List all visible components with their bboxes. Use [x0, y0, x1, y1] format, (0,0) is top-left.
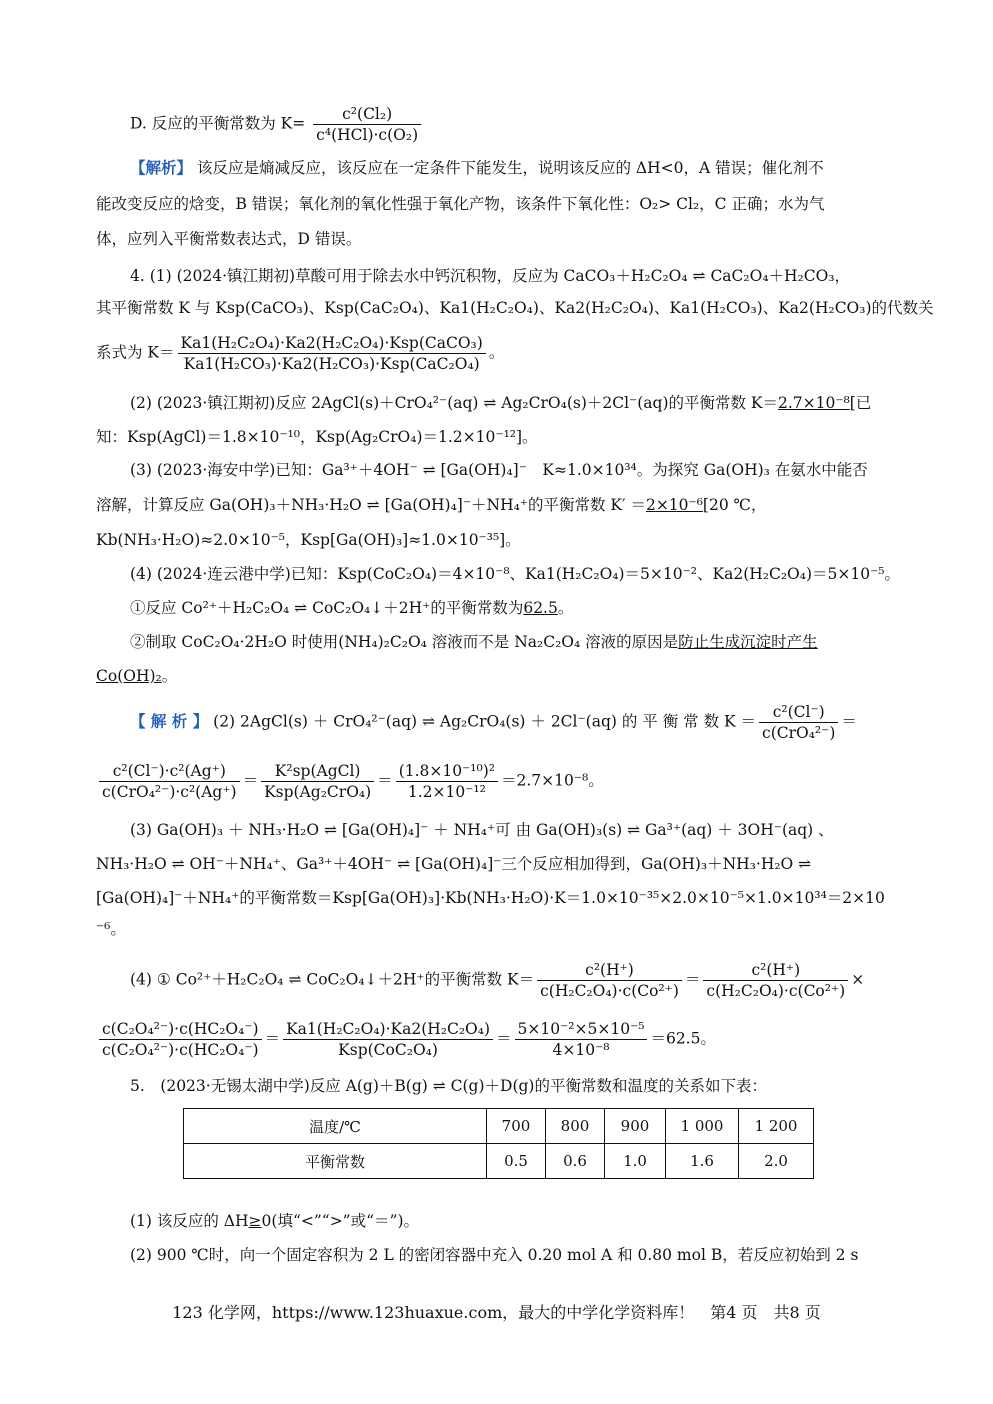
q4-line-1: 4. (1) (2024·镇江期初)草酸可用于除去水中钙沉积物，反应为 CaCO₃＋H₂C₂O₄ ⇌ CaC₂O₄＋H₂CO₃， — [130, 267, 851, 285]
q4-4-line-1: (4) (2024·连云港中学)已知：Ksp(CoC₂O₄)＝4×10⁻⁸、Ka1(H₂C₂O₄)＝5×10⁻²、Ka2(H₂C₂O₄)＝5×10⁻⁵。 — [130, 565, 900, 583]
option-d-fraction — [313, 104, 421, 145]
table-row — [184, 1144, 814, 1179]
table-cell: 1.6 — [666, 1144, 739, 1179]
q4-3-line-2: 溶解，计算反应 Ga(OH)₃＋NH₃·H₂O ⇌ [Ga(OH)₄]⁻＋NH₄⁺的平衡常数 K′ ＝2×10⁻⁶[20 ℃， — [96, 496, 767, 514]
answer-blank: ≥ — [248, 1212, 262, 1230]
analysis-3-line-4: ⁻⁶。 — [96, 920, 126, 938]
table-cell: 0.6 — [546, 1144, 605, 1179]
q4-line-3: 系式为 K＝ $\frac{\text{Ka1(H₂C₂O₄)·Ka2(H₂C₂O₄)·Ksp(CaCO₃)}}{\text{Ka1(H₂CO₃)·Ka2(H₂CO₃)·Ksp(CaC₂O₄)}}$ 。 — [96, 334, 505, 373]
q4-3-line-3: Kb(NH₃·H₂O)≈2.0×10⁻⁵，Ksp[Ga(OH)₃]≈1.0×10⁻³⁵]。 — [96, 531, 521, 549]
table-row — [184, 1109, 814, 1144]
answer-blank: 2.7×10⁻⁸ — [778, 394, 850, 412]
analysis-tag: 【 解 析 】 — [130, 711, 209, 731]
q4-4-line-3: ②制取 CoC₂O₄·2H₂O 时使用(NH₄)₂C₂O₄ 溶液而不是 Na₂C₂O₄ 溶液的原因是防止生成沉淀时产生 — [130, 633, 818, 651]
option-d-text: D. 反应的平衡常数为 K= — [130, 114, 306, 133]
fraction-denominator: c⁴(HCl)·c(O₂) — [316, 126, 419, 144]
q4-line-2: 其平衡常数 K 与 Ksp(CaCO₃)、Ksp(CaC₂O₄)、Ka1(H₂C₂O₄)、Ka2(H₂C₂O₄)、Ka1(H₂CO₃)、Ka2(H₂CO₃)的代数关 — [96, 299, 934, 317]
table-cell: 1.0 — [605, 1144, 666, 1179]
answer-blank: 62.5 — [523, 599, 558, 617]
analysis-1-line-2: 能改变反应的焓变，B 错误；氧化剂的氧化性强于氧化产物，该条件下氧化性：O₂> Cl₂，C 正确；水为气 — [96, 195, 825, 213]
table-cell: 700 — [487, 1109, 546, 1144]
table-cell: 800 — [546, 1109, 605, 1144]
analysis-tag: 【解析】 — [130, 158, 193, 177]
answer-blank: 2×10⁻⁶ — [645, 496, 703, 514]
ksp-fraction: $\frac{\text{Ka1(H₂C₂O₄)·Ka2(H₂C₂O₄)·Ksp(CaCO₃)}}{\text{Ka1(H₂CO₃)·Ka2(H₂CO₃)·Ksp(CaC₂O₄)}}$ — [178, 333, 486, 374]
q4-2-line-1: (2) (2023·镇江期初)反应 2AgCl(s)＋CrO₄²⁻(aq) ⇌ Ag₂CrO₄(s)＋2Cl⁻(aq)的平衡常数 K＝2.7×10⁻⁸[已 — [130, 394, 872, 412]
q4-3-line-1: (3) (2023·海安中学)已知：Ga³⁺＋4OH⁻ ⇌ [Ga(OH)₄]⁻ K≈1.0×10³⁴。为探究 Ga(OH)₃ 在氨水中能否 — [130, 461, 868, 479]
analysis-2-line-1: 【 解 析 】 (2) 2AgCl(s) ＋ CrO₄²⁻(aq) ⇌ Ag₂CrO₄(s) ＋ 2Cl⁻(aq) 的 平 衡 常 数 K ＝ $\frac{\text{c²(Cl⁻)}}{\text{c(CrO₄²⁻)}}$ ＝ — [130, 703, 857, 742]
q4-2-line-2: 知：Ksp(AgCl)＝1.8×10⁻¹⁰，Ksp(Ag₂CrO₄)＝1.2×10⁻¹²]。 — [96, 428, 538, 446]
analysis-3-line-1: (3) Ga(OH)₃ ＋ NH₃·H₂O ⇌ [Ga(OH)₄]⁻ ＋ NH₄⁺可 由 Ga(OH)₃(s) ⇌ Ga³⁺(aq) ＋ 3OH⁻(aq) 、 — [130, 821, 834, 839]
analysis-2-line-2: $\frac{\text{c²(Cl⁻)·c²(Ag⁺)}}{\text{c(CrO₄²⁻)·c²(Ag⁺)}}$ ＝ $\frac{\text{K²sp(AgCl)}}{\text{Ksp(Ag₂CrO₄)}}$ ＝ $\frac{\text{(1.8×10⁻¹⁰)²}}{\text{1.2×10⁻¹²}}$ ＝2.7×10⁻⁸。 — [96, 761, 604, 802]
page-footer: 123 化学网，https://www.123huaxue.com，最大的中学化学资料库！ 第4 页 共8 页 — [172, 1303, 821, 1322]
answer-blank: Co(OH)₂ — [96, 667, 162, 685]
q5-2: (2) 900 ℃时，向一个固定容积为 2 L 的密闭容器中充入 0.20 mol A 和 0.80 mol B，若反应初始到 2 s — [130, 1246, 859, 1264]
q5-line-1: 5. (2023·无锡太湖中学)反应 A(g)＋B(g) ⇌ C(g)＋D(g)的平衡常数和温度的关系如下表： — [130, 1077, 767, 1095]
analysis-4-line-1: (4) ① Co²⁺＋H₂C₂O₄ ⇌ CoC₂O₄↓＋2H⁺的平衡常数 K＝ $\frac{\text{c²(H⁺)}}{\text{c(H₂C₂O₄)·c(Co²⁺)}}$ ＝ $\frac{\text{c²(H⁺)}}{\text{c(H₂C₂O₄)·c(Co²⁺)}}$ × — [130, 961, 865, 1000]
table-cell: 2.0 — [739, 1144, 814, 1179]
analysis-1-line-1: 【解析】 该反应是熵减反应，该反应在一定条件下能发生，说明该反应的 ΔH<0，A 错误；催化剂不 — [130, 158, 824, 177]
table-cell: 0.5 — [487, 1144, 546, 1179]
fraction-numerator: c²(Cl₂) — [313, 104, 421, 125]
analysis-1-line-3: 体，应列入平衡常数表达式，D 错误。 — [96, 230, 362, 248]
q5-1: (1) 该反应的 ΔH≥0(填“<”“>”或“＝”)。 — [130, 1212, 420, 1230]
option-d — [130, 104, 424, 145]
q4-4-line-4: Co(OH)₂。 — [96, 667, 178, 685]
analysis-3-line-3: [Ga(OH)₄]⁻＋NH₄⁺的平衡常数＝Ksp[Ga(OH)₃]·Kb(NH₃·H₂O)·K＝1.0×10⁻³⁵×2.0×10⁻⁵×1.0×10³⁴＝2×10 — [96, 889, 885, 907]
table-cell: 1 000 — [666, 1109, 739, 1144]
analysis-3-line-2: NH₃·H₂O ⇌ OH⁻＋NH₄⁺、Ga³⁺＋4OH⁻ ⇌ [Ga(OH)₄]⁻三个反应相加得到，Ga(OH)₃＋NH₃·H₂O ⇌ — [96, 855, 812, 873]
equilibrium-table — [183, 1108, 814, 1179]
analysis-4-line-2: $\frac{\text{c(C₂O₄²⁻)·c(HC₂O₄⁻)}}{\text{c(C₂O₄²⁻)·c(HC₂O₄⁻)}}$ ＝ $\frac{\text{Ka1(H₂C₂O₄)·Ka2(H₂C₂O₄)}}{\text{Ksp(CoC₂O₄)}}$ ＝ $\frac{\text{5×10⁻²×5×10⁻⁵}}{\text{4×10⁻⁸}}$ ＝62.5。 — [96, 1019, 716, 1060]
table-cell: 温度/℃ — [184, 1109, 487, 1144]
table-cell: 900 — [605, 1109, 666, 1144]
table-cell: 1 200 — [739, 1109, 814, 1144]
q4-4-line-2: ①反应 Co²⁺＋H₂C₂O₄ ⇌ CoC₂O₄↓＋2H⁺的平衡常数为62.5。 — [130, 599, 574, 617]
answer-blank: 防止生成沉淀时产生 — [678, 633, 818, 651]
table-cell: 平衡常数 — [184, 1144, 487, 1179]
